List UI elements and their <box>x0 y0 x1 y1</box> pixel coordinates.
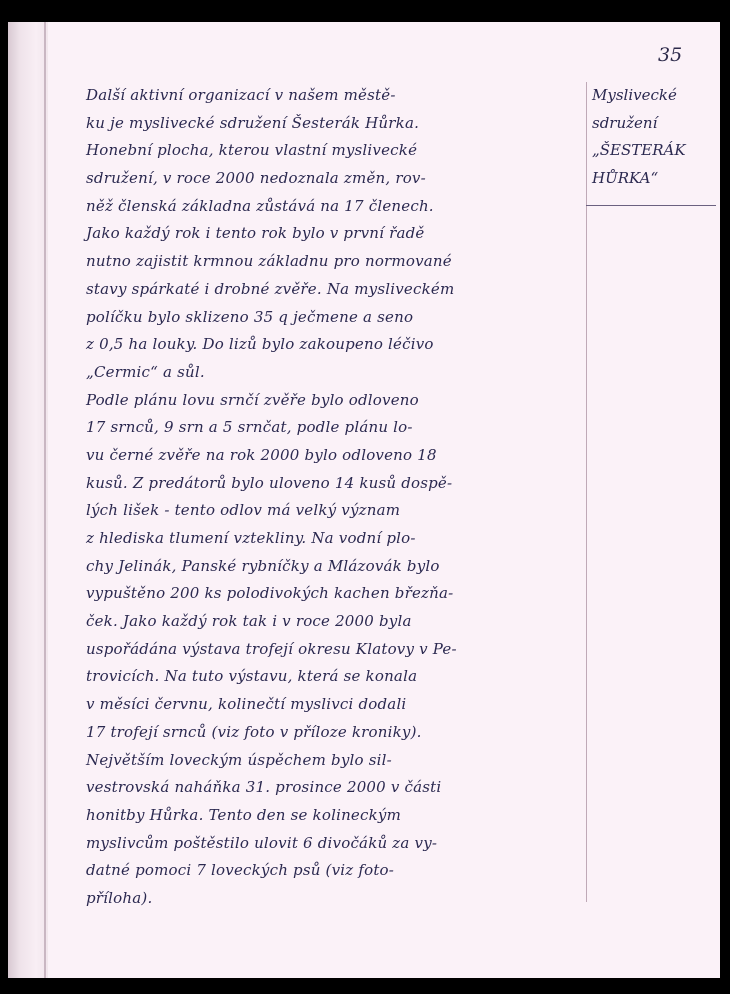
chronicle-page <box>8 22 720 978</box>
text-line: uspořádána výstava trofejí okresu Klatovy v Pe- <box>86 639 457 658</box>
text-line: 17 srnců, 9 srn a 5 srnčat, podle plánu lo- <box>86 418 413 437</box>
text-line: ku je myslivecké sdružení Šesterák Hůrka. <box>86 113 420 132</box>
text-line: vu černé zvěře na rok 2000 bylo odloveno 18 <box>86 445 437 464</box>
text-line: sdružení, v roce 2000 nedoznala změn, rov- <box>86 169 426 188</box>
text-line: vestrovská naháňka 31. prosince 2000 v části <box>86 778 442 797</box>
text-line: datné pomoci 7 loveckých psů (viz foto- <box>86 861 395 880</box>
text-line: 17 trofejí srnců (viz foto v příloze kroniky). <box>86 722 422 741</box>
handwritten-body <box>86 82 586 913</box>
text-line: políčku bylo sklizeno 35 q ječmene a seno <box>86 307 414 326</box>
text-line: nutno zajistit krmnou základnu pro normované <box>86 252 452 271</box>
margin-heading-line: „ŠESTERÁK <box>592 141 686 160</box>
text-line: Další aktivní organizací v našem městě- <box>86 86 396 104</box>
page-binding <box>8 22 48 978</box>
binding-fold-line <box>44 22 46 978</box>
margin-heading <box>592 82 716 193</box>
text-line: ček. Jako každý rok tak i v roce 2000 byla <box>86 612 412 631</box>
text-line: Podle plánu lovu srnčí zvěře bylo odloveno <box>86 390 419 409</box>
text-line: z 0,5 ha louky. Do lizů bylo zakoupeno léčivo <box>86 335 434 354</box>
text-line: kusů. Z predátorů bylo uloveno 14 kusů dospě- <box>86 473 453 492</box>
margin-heading-line: HŮRKA“ <box>592 169 659 188</box>
text-line: myslivcům poštěstilo ulovit 6 divočáků za vy- <box>86 833 438 852</box>
page-number: 35 <box>658 44 683 66</box>
margin-heading-line: sdružení <box>592 113 658 132</box>
margin-heading-line: Myslivecké <box>592 86 677 104</box>
sidebar-underline <box>586 205 716 206</box>
text-line: v měsíci červnu, kolinečtí myslivci dodali <box>86 695 407 714</box>
text-line: příloha). <box>86 888 153 907</box>
text-line: něž členská základna zůstává na 17 členech. <box>86 196 434 215</box>
text-line: vypuštěno 200 ks polodivokých kachen březňa- <box>86 584 454 603</box>
text-line: Jako každý rok i tento rok bylo v první řadě <box>86 224 425 243</box>
text-line: Největším loveckým úspěchem bylo sil- <box>86 750 392 769</box>
text-line: Honební plocha, kterou vlastní myslivecké <box>86 141 418 160</box>
text-line: chy Jelinák, Panské rybníčky a Mlázovák bylo <box>86 556 440 575</box>
text-line: lých lišek - tento odlov má velký význam <box>86 501 401 520</box>
text-line: „Cermic“ a sůl. <box>86 362 205 381</box>
text-line: honitby Hůrka. Tento den se kolineckým <box>86 805 401 824</box>
text-line: trovicích. Na tuto výstavu, která se konala <box>86 667 418 686</box>
text-line: z hlediska tlumení vztekliny. Na vodní plo- <box>86 529 416 547</box>
text-line: stavy spárkaté i drobné zvěře. Na mysliveckém <box>86 279 455 298</box>
